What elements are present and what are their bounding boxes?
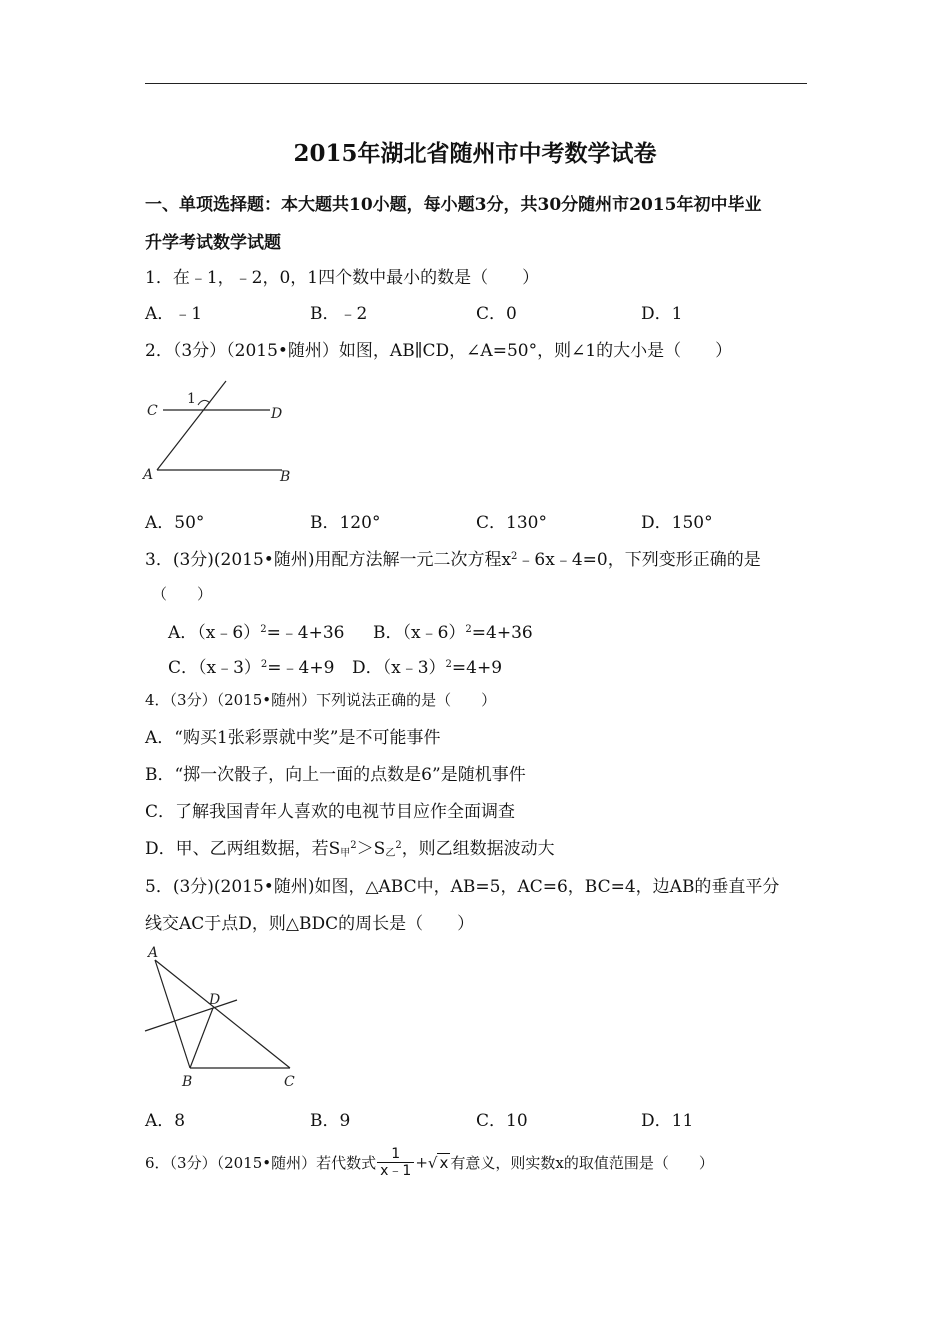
- q6-sqrt: √ x: [427, 1153, 449, 1172]
- q5-segment-bd: [190, 1008, 213, 1068]
- q1-option-c: C．0: [476, 304, 517, 324]
- q5-stem-line1: 5．(3分)(2015•随州)如图，△ABC中，AB=5，AC=6，BC=4，边AB的垂直平分: [145, 877, 780, 897]
- q5-label-b: B: [182, 1074, 193, 1090]
- q2-option-b: B．120°: [310, 513, 381, 533]
- q3-stem: 3．(3分)(2015•随州)用配方法解一元二次方程$x^2﹣6x﹣4=0$，下列变形正确的是: [145, 550, 761, 570]
- section-heading-line1: 一、单项选择题：本大题共10小题，每小题3分，共30分随州市2015年初中毕业: [145, 195, 762, 215]
- q3-option-c: C．（x﹣3）$^2$=﹣4+9: [168, 658, 335, 678]
- q4-option-b: B．“掷一次骰子，向上一面的点数是6”是随机事件: [145, 765, 526, 785]
- q2-label-d: D: [271, 406, 283, 422]
- q3-option-a: A．（x﹣6）$^2$=﹣4+36: [168, 623, 345, 643]
- q4-option-c: C．了解我国青年人喜欢的电视节目应作全面调查: [145, 802, 516, 822]
- q5-option-d: D．11: [641, 1111, 694, 1131]
- q4-option-a: A．“购买1张彩票就中奖”是不可能事件: [145, 728, 441, 748]
- q5-option-b: B．9: [310, 1111, 351, 1131]
- q4-option-d: D．甲、乙两组数据，若$S_甲^2>S_乙^2$，则乙组数据波动大: [145, 839, 555, 859]
- q2-option-a: A．50°: [145, 513, 205, 533]
- q2-option-c: C．130°: [476, 513, 547, 533]
- q2-label-a: A: [143, 467, 154, 483]
- q5-side-ac: [155, 960, 290, 1068]
- q1-option-b: B．﹣2: [310, 304, 368, 324]
- q3-option-b: B．（x﹣6）$^2$=4+36: [373, 623, 533, 643]
- q5-perpendicular-bisector: [145, 1000, 237, 1031]
- q2-stem: 2．（3分）（2015•随州）如图，AB∥CD，∠A=50°，则∠1的大小是（ ）: [145, 341, 733, 361]
- q5-label-a: A: [148, 945, 159, 961]
- q1-option-d: D．1: [641, 304, 683, 324]
- q2-option-d: D．150°: [641, 513, 713, 533]
- q3-option-d: D．（x﹣3）$^2$=4+9: [352, 658, 503, 678]
- q5-label-c: C: [284, 1074, 295, 1090]
- q5-option-c: C．10: [476, 1111, 528, 1131]
- q2-figure: [140, 375, 300, 490]
- q1-stem: 1．在﹣1，﹣2，0，1四个数中最小的数是（ ）: [145, 268, 540, 288]
- q6-stem: 6．（3分）（2015•随州）若代数式 $\frac{1}{x﹣1}$ +√ x 有意义，则实数x的取值范围是（ ）: [145, 1146, 714, 1179]
- q5-side-ab: [155, 960, 190, 1068]
- q5-label-d: D: [209, 992, 221, 1008]
- page-title: 2015年湖北省随州市中考数学试卷: [293, 140, 657, 167]
- q5-stem-line2: 线交AC于点D，则△BDC的周长是（ ）: [145, 914, 475, 934]
- q5-option-a: A．8: [145, 1111, 186, 1131]
- q4-stem: 4．（3分）（2015•随州）下列说法正确的是（ ）: [145, 691, 497, 709]
- q2-label-b: B: [280, 469, 291, 485]
- q2-label-c: C: [147, 403, 158, 419]
- section-heading-line2: 升学考试数学试题: [145, 233, 281, 253]
- q1-option-a: A．﹣1: [145, 304, 203, 324]
- header-rule: [145, 83, 807, 84]
- q6-fraction: $\frac{1}{x﹣1}$: [377, 1146, 414, 1179]
- q5-figure: [140, 940, 310, 1090]
- q2-label-angle-1: 1: [187, 391, 196, 407]
- q3-paren: （ ）: [152, 585, 213, 603]
